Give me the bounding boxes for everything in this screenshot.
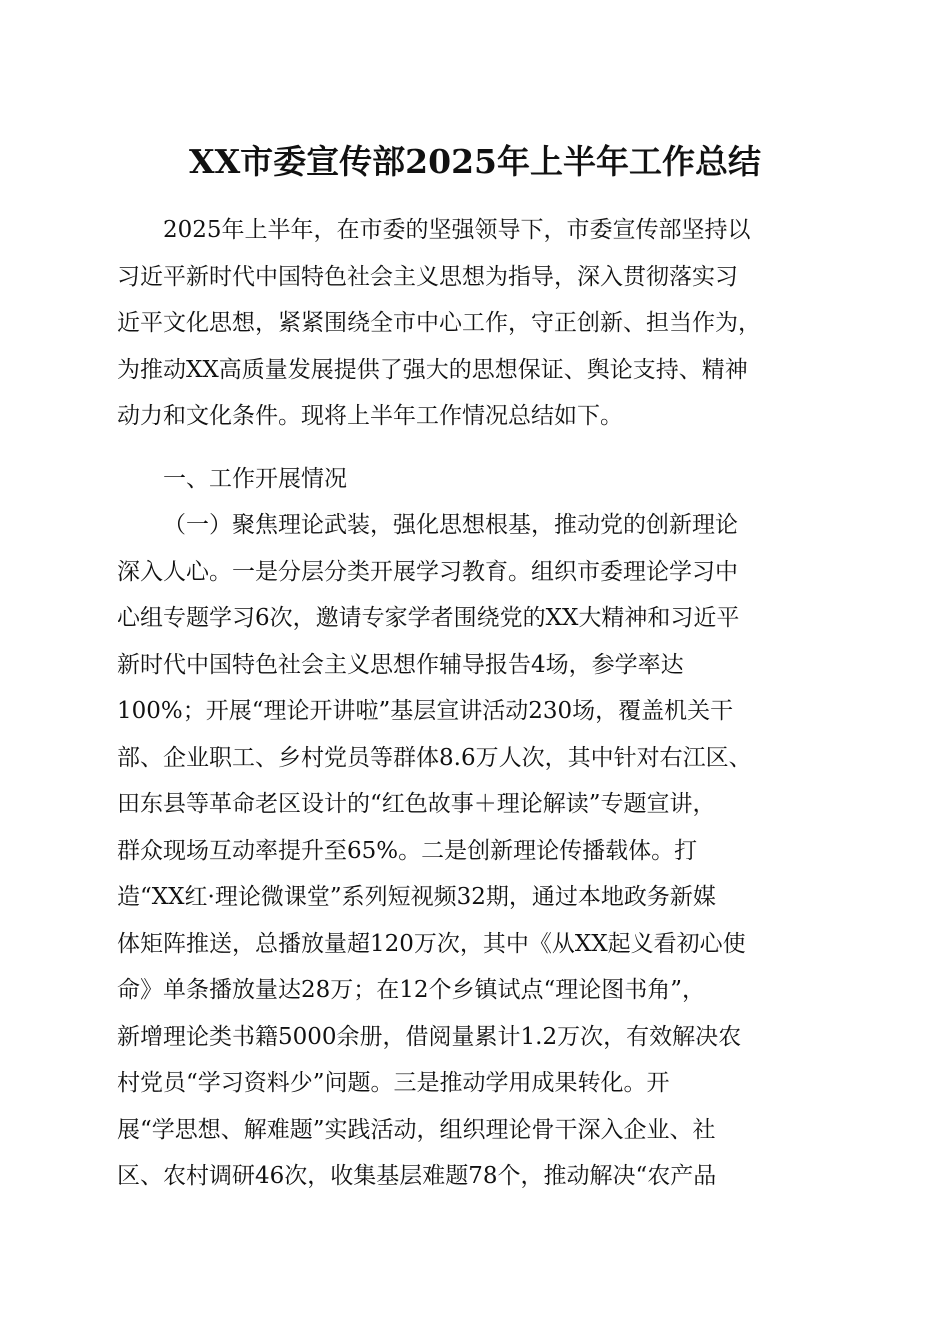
- section1-paragraph: [117, 502, 833, 1200]
- paragraph-line: 近平文化思想，紧紧围绕全市中心工作，守正创新、担当作为，: [117, 310, 761, 336]
- paragraph-line: 群众现场互动率提升至65%。二是创新理论传播载体。打: [117, 837, 698, 864]
- paragraph-line: 体矩阵推送，总播放量超120万次，其中《从XX起义看初心使: [117, 930, 746, 957]
- paragraph-line: 村党员“学习资料少”问题。三是推动学用成果转化。开: [117, 1070, 670, 1096]
- paragraph-line: 动力和文化条件。现将上半年工作情况总结如下。: [117, 403, 623, 429]
- paragraph-line: 2025年上半年，在市委的坚强领导下，市委宣传部坚持以: [163, 217, 751, 243]
- paragraph-line: （一）聚焦理论武装，强化思想根基，推动党的创新理论: [163, 512, 738, 538]
- document-title: XX市委宣传部2025年上半年工作总结: [188, 142, 762, 181]
- paragraph-line: 区、农村调研46次，收集基层难题78个，推动解决“农产品: [117, 1163, 717, 1189]
- section-heading-block: [117, 456, 833, 503]
- paragraph-line: 造“XX红·理论微课堂”系列短视频32期，通过本地政务新媒: [117, 884, 716, 910]
- intro-paragraph: [117, 207, 833, 440]
- section-heading: 一、工作开展情况: [163, 466, 347, 492]
- paragraph-line: 新时代中国特色社会主义思想作辅导报告4场，参学率达: [117, 651, 684, 678]
- paragraph-line: 田东县等革命老区设计的“红色故事＋理论解读”专题宣讲，: [117, 791, 716, 817]
- paragraph-line: 100%；开展“理论开讲啦”基层宣讲活动230场，覆盖机关干: [117, 698, 734, 724]
- paragraph-line: 部、企业职工、乡村党员等群体8.6万人次，其中针对右江区、: [117, 744, 752, 771]
- paragraph-line: 为推动XX高质量发展提供了强大的思想保证、舆论支持、精神: [117, 356, 748, 383]
- paragraph-line: 展“学思想、解难题”实践活动，组织理论骨干深入企业、社: [117, 1116, 716, 1143]
- paragraph-line: 心组专题学习6次，邀请专家学者围绕党的XX大精神和习近平: [117, 605, 740, 631]
- paragraph-line: 新增理论类书籍5000余册，借阅量累计1.2万次，有效解决农: [117, 1023, 742, 1050]
- paragraph-line: 习近平新时代中国特色社会主义思想为指导，深入贯彻落实习: [117, 263, 738, 290]
- paragraph-line: 深入人心。一是分层分类开展学习教育。组织市委理论学习中: [117, 558, 738, 585]
- paragraph-line: 命》单条播放量达28万；在12个乡镇试点“理论图书角”，: [117, 977, 706, 1003]
